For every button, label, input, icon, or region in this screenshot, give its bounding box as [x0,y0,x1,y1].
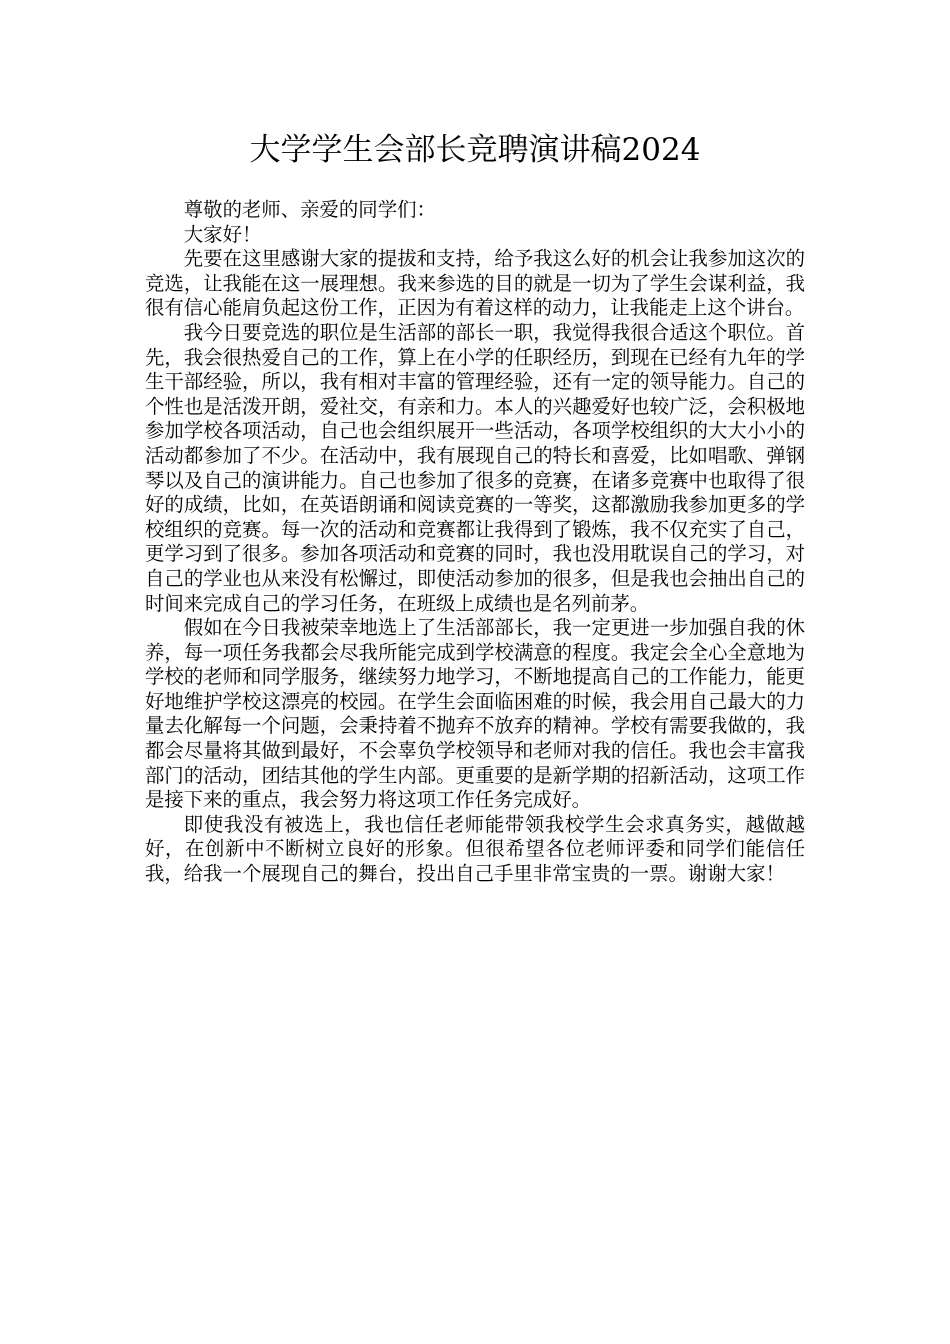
salutation-line: 尊敬的老师、亲爱的同学们： [183,198,436,221]
body-paragraph-3: 假如在今日我被荣幸地选上了生活部部长，我一定更进一步加强自我的休养，每一项任务我都会尽我所能完成到学校满意的程度。我定会全心全意地为学校的老师和同学服务，继续努力地学习，不断地提高自己的工作能力，能更好地维护学校这漂亮的校园。在学生会面临困难的时候，我会用自己最大的力量去化解每一个问题，会秉持着不抛弃不放弃的精神。学校有需要我做的，我都会尽量将其做到最好，不会辜负学校领导和老师对我的信任。我也会丰富我部门的活动，团结其他的学生内部。更重要的是新学期的招新活动，这项工作是接下来的重点，我会努力将这项工作任务完成好。 [145,616,805,812]
document-title: 大学学生会部长竞聘演讲稿2024 [249,132,701,168]
body-paragraph-1: 先要在这里感谢大家的提拔和支持，给予我这么好的机会让我参加这次的竞选，让我能在这一展理想。我来参选的目的就是一切为了学生会谋利益，我很有信心能肩负起这份工作，正因为有着这样的动力，让我能走上这个讲台。 [145,247,805,320]
body-paragraph-2: 我今日要竞选的职位是生活部的部长一职，我觉得我很合适这个职位。首先，我会很热爱自己的工作，算上在小学的任职经历，到现在已经有九年的学生干部经验，所以，我有相对丰富的管理经验，还有一定的领导能力。自己的个性也是活泼开朗，爱社交，有亲和力。本人的兴趣爱好也较广泛，会积极地参加学校各项活动，自己也会组织展开一些活动，各项学校组织的大大小小的活动都参加了不少。在活动中，我有展现自己的特长和喜爱，比如唱歌、弹钢琴以及自己的演讲能力。自己也参加了很多的竞赛，在诸多竞赛中也取得了很好的成绩，比如，在英语朗诵和阅读竞赛的一等奖，这都激励我参加更多的学校组织的竞赛。每一次的活动和竞赛都让我得到了锻炼，我不仅充实了自己，更学习到了很多。参加各项活动和竞赛的同时，我也没用耽误自己的学习，对自己的学业也从来没有松懈过，即使活动参加的很多，但是我也会抽出自己的时间来完成自己的学习任务，在班级上成绩也是名列前茅。 [145,320,805,615]
document-body [145,198,805,887]
greeting-line: 大家好！ [183,222,262,246]
body-paragraph-4: 即使我没有被选上，我也信任老师能带领我校学生会求真务实，越做越好，在创新中不断树立良好的形象。但很希望各位老师评委和同学们能信任我，给我一个展现自己的舞台，投出自己手里非常宝贵的一票。谢谢大家！ [145,812,805,886]
